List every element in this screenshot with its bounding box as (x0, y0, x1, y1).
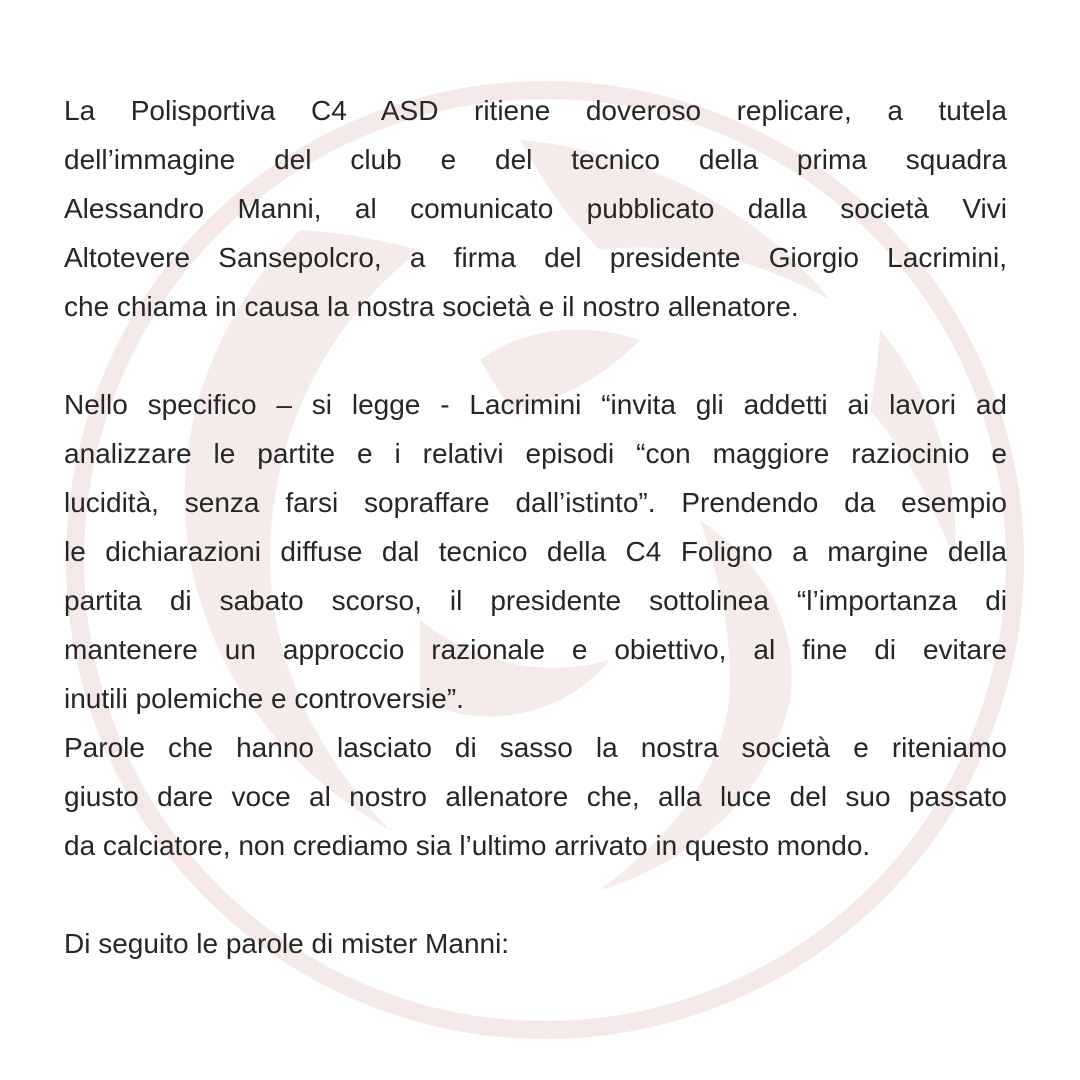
text-line: partita di sabato scorso, il presidente sottolinea “l’importanza di (64, 585, 1007, 616)
text-line: che chiama in causa la nostra società e il nostro allenatore. (64, 291, 799, 322)
paragraph-1 (64, 86, 1007, 331)
paragraph-4 (64, 919, 1007, 968)
paragraph-spacer (64, 331, 1007, 380)
text-line: le dichiarazioni diffuse dal tecnico della C4 Foligno a margine della (64, 536, 1007, 567)
text-line: lucidità, senza farsi sopraffare dall’istinto”. Prendendo da esempio (64, 487, 1007, 518)
paragraph-spacer (64, 870, 1007, 919)
paragraph-3 (64, 723, 1007, 870)
statement-text (64, 86, 1007, 968)
text-line: da calciatore, non crediamo sia l’ultimo arrivato in questo mondo. (64, 830, 871, 861)
text-line: inutili polemiche e controversie”. (64, 683, 464, 714)
text-line: Nello specifico – si legge - Lacrimini “invita gli addetti ai lavori ad (64, 389, 1007, 420)
paragraph-2 (64, 380, 1007, 723)
text-line: Di seguito le parole di mister Manni: (64, 928, 510, 959)
text-line: La Polisportiva C4 ASD ritiene doveroso replicare, a tutela (64, 95, 1007, 126)
text-line: Parole che hanno lasciato di sasso la nostra società e riteniamo (64, 732, 1007, 763)
text-line: giusto dare voce al nostro allenatore che, alla luce del suo passato (64, 781, 1007, 812)
text-line: Altotevere Sansepolcro, a firma del presidente Giorgio Lacrimini, (64, 242, 1007, 273)
text-line: dell’immagine del club e del tecnico della prima squadra (64, 144, 1007, 175)
text-line: analizzare le partite e i relativi episodi “con maggiore raziocinio e (64, 438, 1007, 469)
text-line: mantenere un approccio razionale e obiettivo, al fine di evitare (64, 634, 1007, 665)
text-line: Alessandro Manni, al comunicato pubblicato dalla società Vivi (64, 193, 1007, 224)
